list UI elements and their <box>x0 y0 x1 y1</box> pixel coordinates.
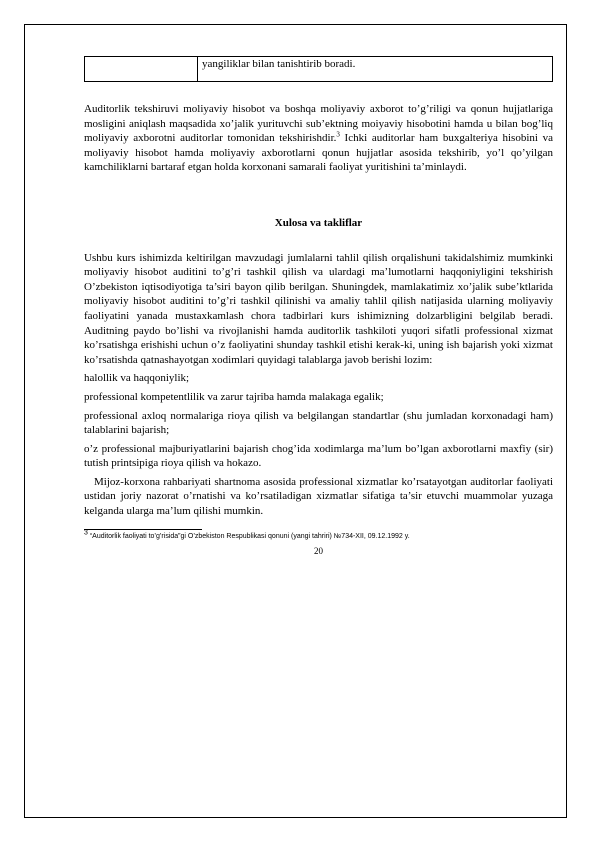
table-cell-left <box>85 57 198 82</box>
list-item: professional axloq normalariga rioya qilish va belgilangan standartlar (shu jumladan korxonadagi ham) talablarini bajarish; <box>84 409 553 437</box>
paragraph-text-continued: Ichki auditorlar ham buxgalteriya hisobini va moliyaviy hisobot hamda moliyaviy axborotlarni qonun hujjatlar asosida tekshirib, yo’l qo’yilgan kamchiliklarni bartaraf etgan holda korxonani samarali faoliyat yuritishini ta’minlaydi. <box>84 132 554 174</box>
table-cell-right: yangiliklar bilan tanishtirib boradi. <box>198 57 553 82</box>
footnote <box>84 529 553 542</box>
document-body <box>84 56 553 558</box>
page-number: 20 <box>314 545 323 556</box>
paragraph-client-control: Mijoz-korxona rahbariyati shartnoma asosida professional xizmatlar ko’rsatayotgan auditorlar faoliyati ustidan joriy nazorat o’rnatishi va ko’rsatiladigan xizmatlar sifatiga ta’sir etuvchi muammolar yuzaga kelganda ularga ma’lum qilishi mumkin. <box>84 475 553 518</box>
list-item: o’z professional majburiyatlarini bajarish chog’ida xodimlarga ma’lum bo’lgan axborotlarni maxfiy (sir) tutish printsipiga rioya qilish va hokazo. <box>84 442 553 470</box>
paragraph-text: Auditorlik tekshiruvi moliyaviy hisobot va boshqa moliyaviy axborot to’g’riligi va qonun hujjatlariga mosligini aniqlash maqsadida xo’jalik yurituvchi sub’ektning moiyaviy hisobotini hamda u bilan bog’liq moliyaviy axborotni auditorlar tomonidan tekshirishdir. <box>84 103 553 145</box>
continuation-table <box>84 56 553 82</box>
table-row <box>85 57 553 82</box>
footnote-number: 3 <box>84 529 88 537</box>
footnote-text: “Auditorlik faoliyati to’g’risida”gi O’zbekiston Respublikasi qonuni (yangi tahriri) №734-XII, 09.12.1992 y. <box>87 532 410 540</box>
footnote-reference: 3 <box>336 130 340 139</box>
section-heading: Xulosa va takliflar <box>274 216 363 229</box>
list-item: professional kompetentlilik va zarur tajriba hamda malakaga egalik; <box>84 390 384 403</box>
paragraph-conclusion: Ushbu kurs ishimizda keltirilgan mavzudagi jumlalarni tahlil qilish orqalishuni takidalshimiz mumkinki moliyaviy hisobot auditini to’g’ri tashkil qilish va ulardagi ma’lumotlarni haqqoniyligini tekshirish O’zbekiston iqtisodiyotiga ta’siri bayon qilib berilgan. Shuningdek, mamlakatimiz xo’jalik sube’ktlarida moliyaviy hisobot auditini to’g’ri tashkil qilinishi va amaliy tahlil qilish natijasida ularning moliyaviy faoliyatini yanada mustaxkamlash chora tadbirlari kurs ishimizning dolzarbligini belgilab beradi. Auditning paydo bo’lishi va rivojlanishi hamda auditorlik tashkiloti yuqori sifatli professional xizmat ko’rsatishga erishishi uchun o’z faoliyatini shunday tashkil etishi kerak-ki, uning ish bajarish yoki xizmat ko’rsatishda qatnashayotgan xodimlari quyidagi talablarga javob berishi lozim: <box>84 251 553 366</box>
paragraph-audit-definition <box>84 102 553 175</box>
footnote-divider <box>84 529 202 530</box>
list-item: halollik va haqqoniylik; <box>84 372 190 385</box>
